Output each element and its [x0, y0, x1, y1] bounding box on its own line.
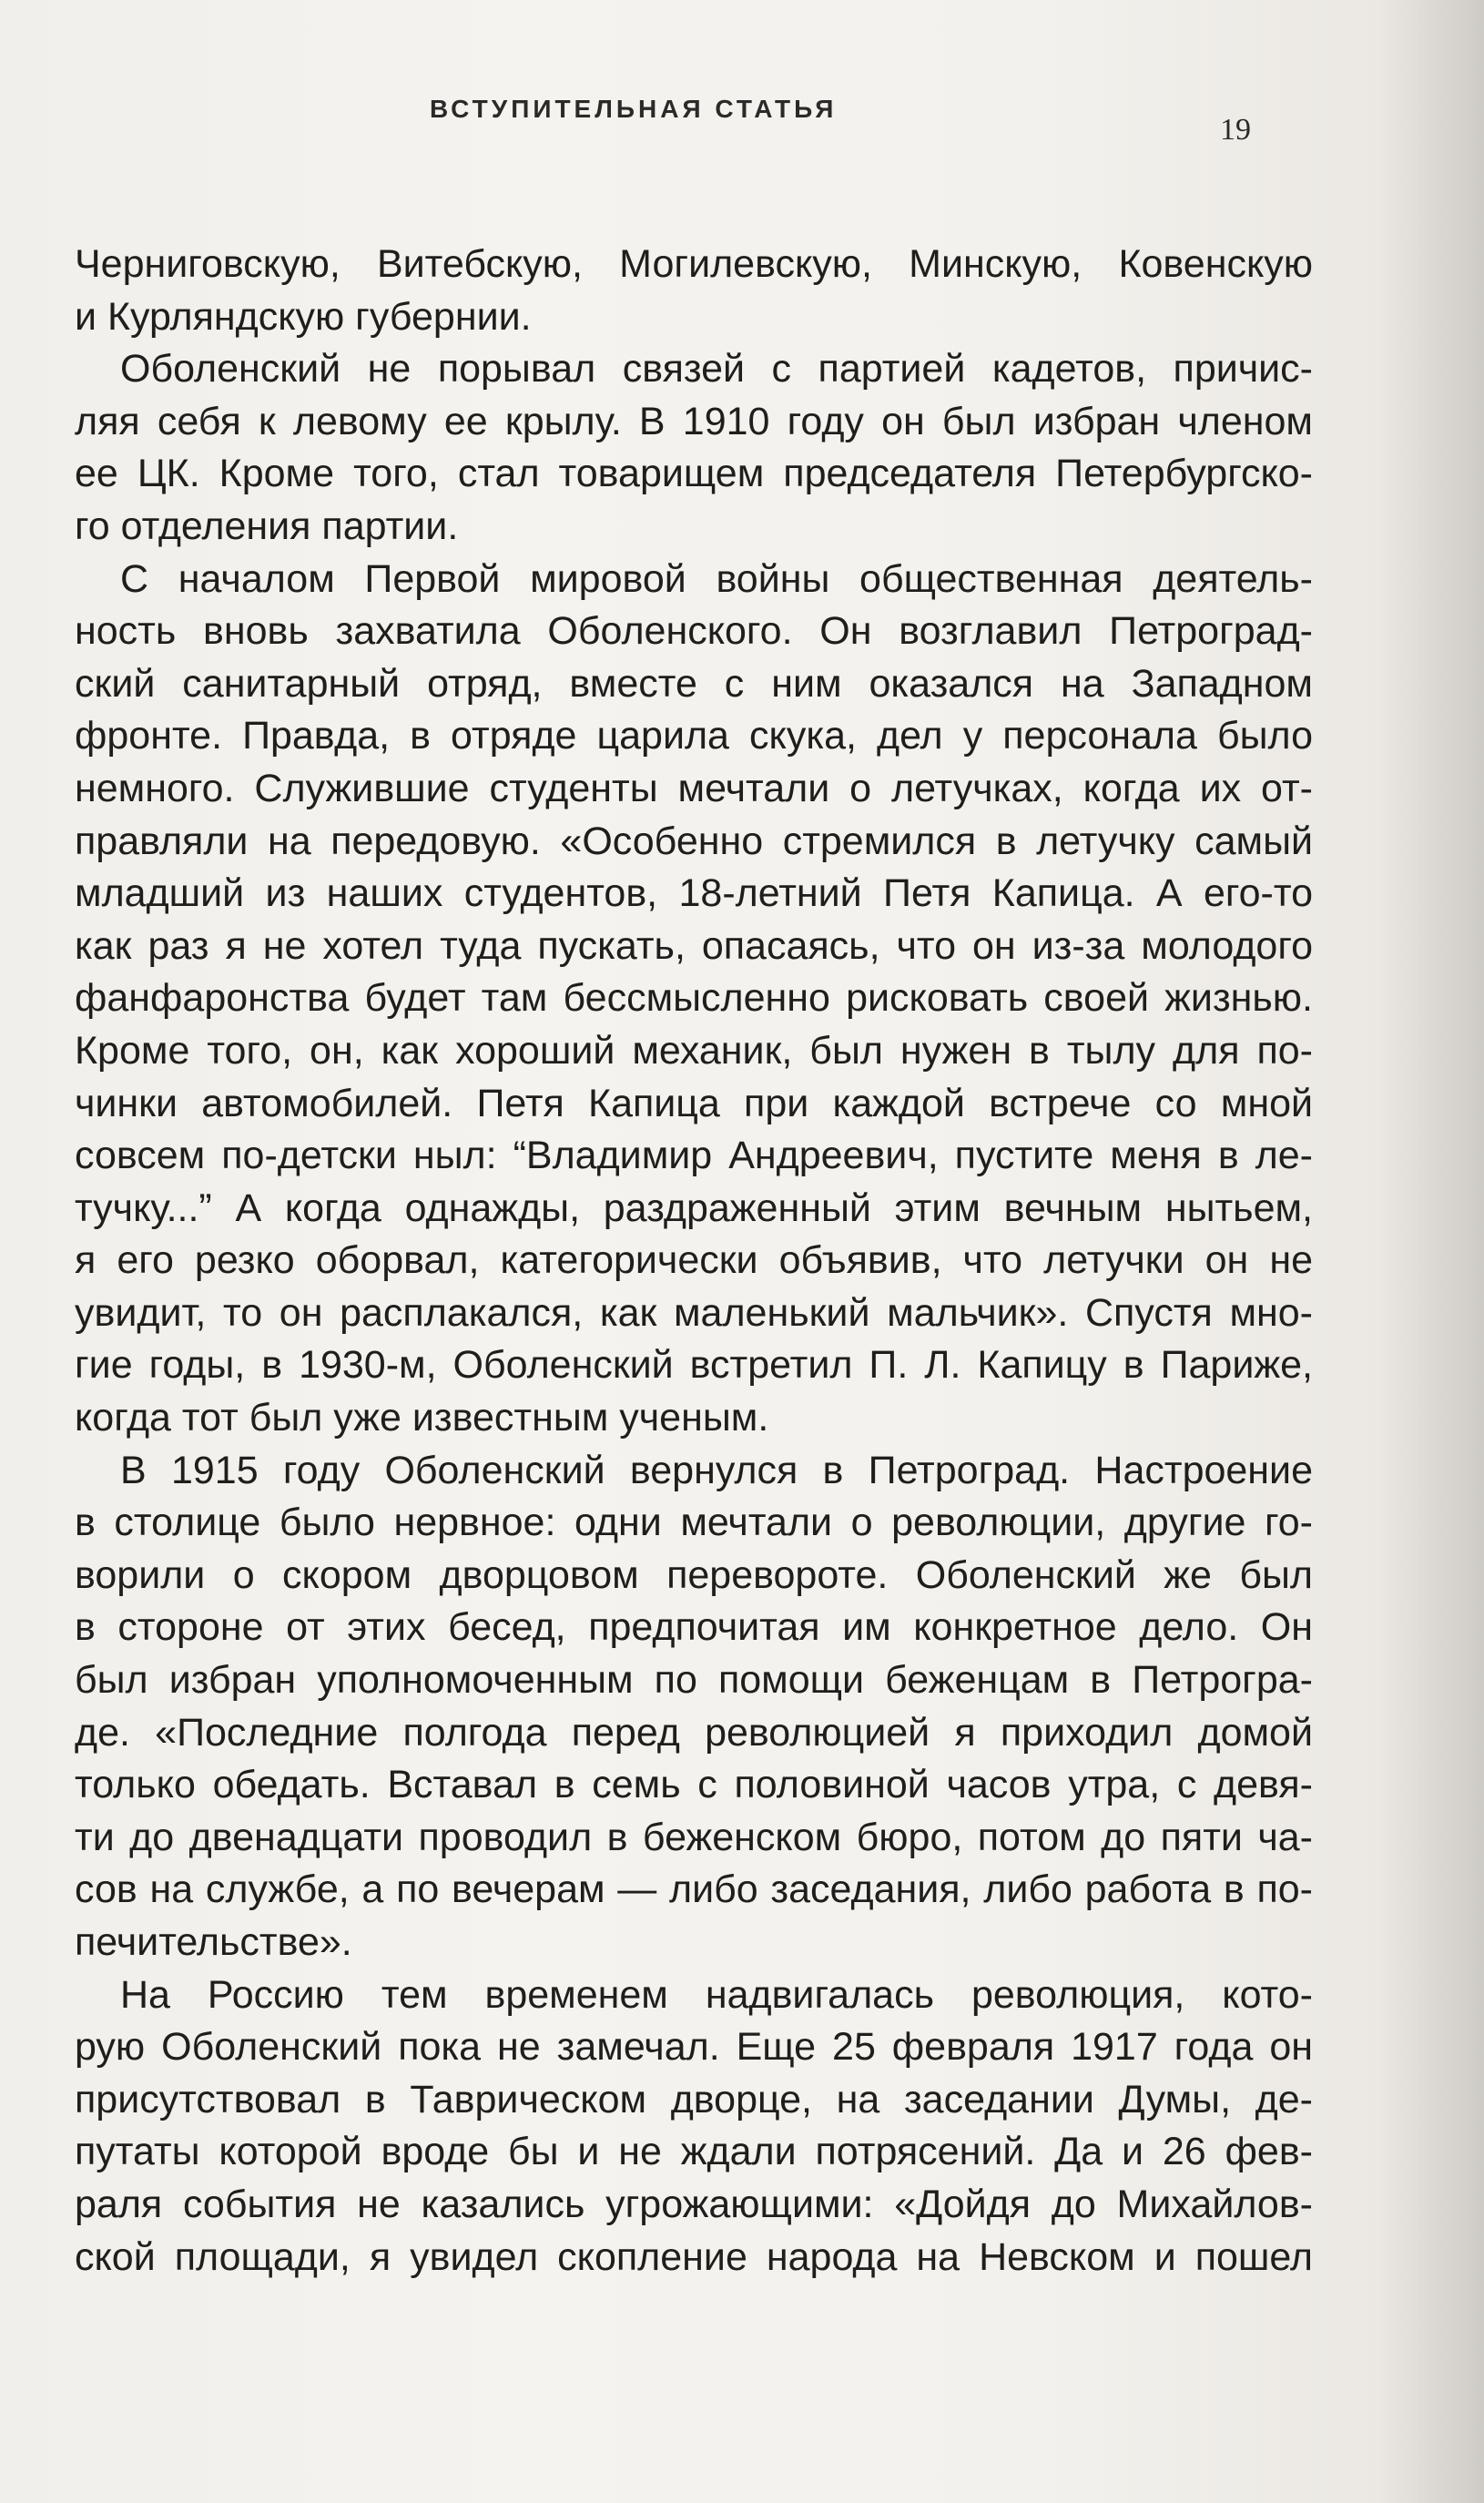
text-line: когда тот был уже известным ученым. [75, 1396, 769, 1440]
paragraph [75, 239, 1313, 343]
text-line: правляли на передовую. «Особенно стремился в летучку самый [75, 819, 1313, 863]
text-line: В 1915 году Оболенский вернулся в Петроград. Настроение [120, 1448, 1313, 1492]
text-line: Черниговскую, Витебскую, Могилевскую, Минскую, Ковенскую [75, 242, 1313, 286]
text-line: ность вновь захватила Оболенского. Он возглавил Петроград- [75, 609, 1313, 654]
text-line: только обедать. Вставал в семь с половиной часов утра, с девя- [75, 1763, 1313, 1807]
text-line: ский санитарный отряд, вместе с ним оказался на Западном [75, 661, 1313, 706]
text-line: ее ЦК. Кроме того, стал товарищем председателя Петербургско- [75, 452, 1313, 496]
text-line: ти до двенадцати проводил в беженском бюро, потом до пяти ча- [75, 1815, 1313, 1859]
text-line: и Курляндскую губернии. [75, 294, 532, 339]
page-number: 19 [1220, 113, 1251, 147]
text-line: фронте. Правда, в отряде царила скука, дел у персонала было [75, 714, 1313, 758]
text-line: я его резко оборвал, категорически объявив, что летучки он не [75, 1238, 1313, 1283]
text-line: ворили о скором дворцовом перевороте. Оболенский же был [75, 1552, 1313, 1597]
paragraph [75, 1969, 1313, 2284]
text-line: де. «Последние полгода перед революцией я приходил домой [75, 1710, 1313, 1755]
text-line: На Россию тем временем надвигалась революция, кото- [120, 1972, 1313, 2017]
text-line: путаты которой вроде бы и не ждали потрясений. Да и 26 фев- [75, 2130, 1313, 2174]
text-line: сов на службе, а по вечерам — либо заседания, либо работа в по- [75, 1867, 1313, 1912]
text-line: младший из наших студентов, 18-летний Петя Капица. А его-то [75, 871, 1313, 916]
text-line: ляя себя к левому ее крылу. В 1910 году он был избран членом [75, 399, 1313, 443]
text-line: увидит, то он расплакался, как маленький мальчик». Спустя мно- [75, 1290, 1313, 1335]
text-line: чинки автомобилей. Петя Капица при каждой встрече со мной [75, 1081, 1313, 1125]
text-line: С началом Первой мировой войны общественная деятель- [120, 556, 1313, 601]
text-line: рую Оболенский пока не замечал. Еще 25 февраля 1917 года он [75, 2025, 1313, 2070]
page-edge-shadow [1375, 0, 1484, 2503]
text-line: немного. Служившие студенты мечтали о летучках, когда их от- [75, 766, 1313, 810]
text-line: Кроме того, он, как хороший механик, был нужен в тылу для по- [75, 1028, 1313, 1073]
text-line: фанфаронства будет там бессмысленно рисковать своей жизнью. [75, 976, 1313, 1021]
text-line: раля события не казались угрожающими: «Дойдя до Михайлов- [75, 2182, 1313, 2226]
paragraph [75, 1445, 1313, 1969]
text-line: был избран уполномоченным по помощи беженцам в Петрогра- [75, 1658, 1313, 1703]
text-line: присутствовал в Таврическом дворце, на заседании Думы, де- [75, 2077, 1313, 2121]
text-line: в столице было нервное: одни мечтали о революции, другие го- [75, 1501, 1313, 1545]
paragraph [75, 343, 1313, 553]
text-line: Оболенский не порывал связей с партией кадетов, причис- [120, 347, 1313, 392]
text-line: печительстве». [75, 1920, 352, 1964]
text-line: тучку...” А когда однажды, раздраженный этим вечным нытьем, [75, 1185, 1313, 1230]
text-line: в стороне от этих бесед, предпочитая им конкретное дело. Он [75, 1605, 1313, 1650]
body-text [75, 239, 1313, 2284]
paragraph [75, 554, 1313, 1445]
text-line: совсем по-детски ныл: “Владимир Андреевич, пустите меня в ле- [75, 1134, 1313, 1178]
running-head: ВСТУПИТЕЛЬНАЯ СТАТЬЯ [430, 95, 838, 123]
text-line: как раз я не хотел туда пускать, опасаясь, что он из-за молодого [75, 923, 1313, 968]
text-line: ской площади, я увидел скопление народа на Невском и пошел [75, 2234, 1313, 2279]
text-line: гие годы, в 1930-м, Оболенский встретил П. Л. Капицу в Париже, [75, 1343, 1313, 1388]
text-line: го отделения партии. [75, 504, 459, 548]
